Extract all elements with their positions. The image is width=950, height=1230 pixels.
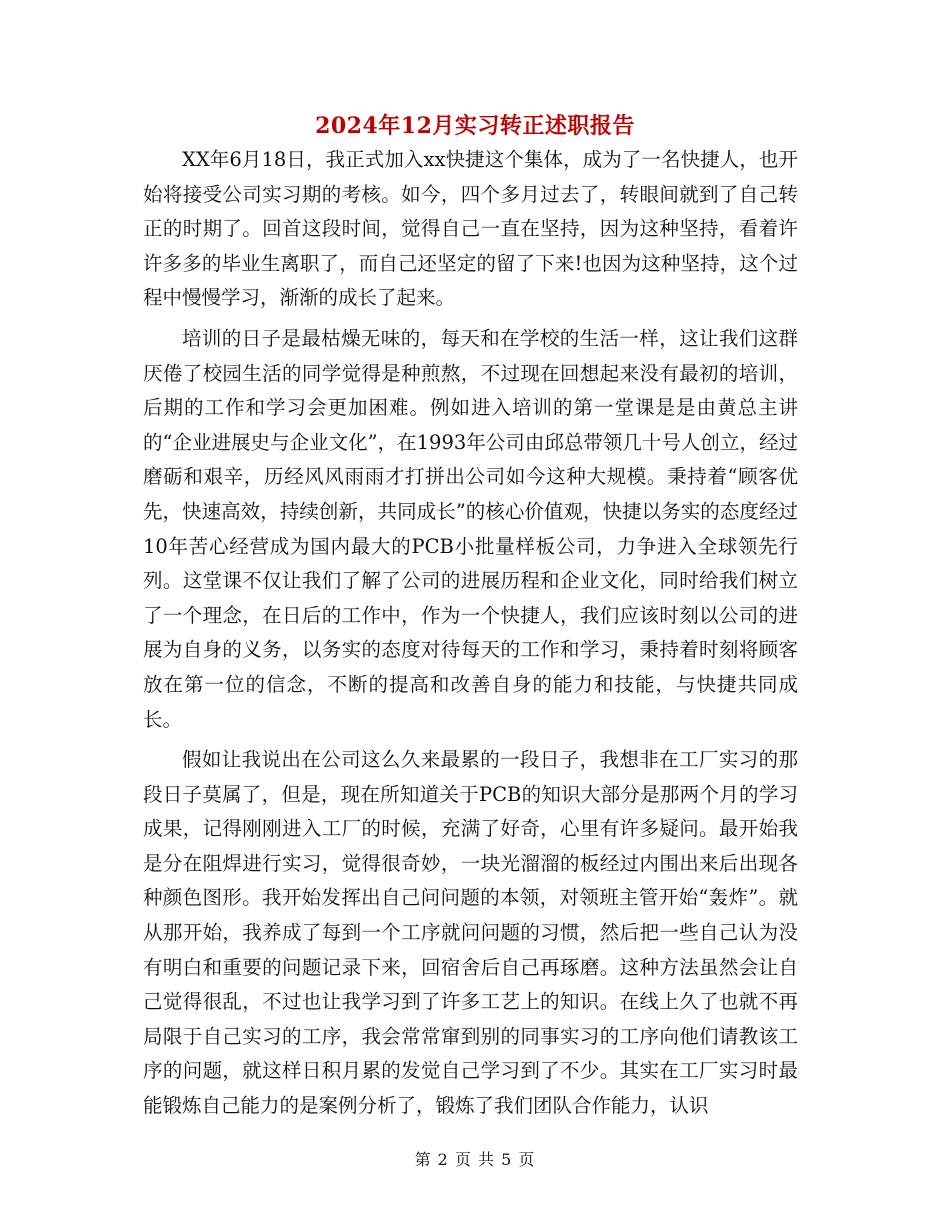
document-body [143, 143, 798, 1124]
paragraph-3: 假如让我说出在公司这么久来最累的一段日子，我想非在工厂实习的那段日子莫属了，但是，现在所知道关于PCB的知识大部分是那两个月的学习成果，记得刚刚进入工厂的时候，充满了好奇，心里有许多疑问。最开始我是分在阻焊进行实习，觉得很奇妙，一块光溜溜的板经过内围出来后出现各种颜色图形。我开始发挥出自己问问题的本领，对领班主管开始“轰炸”。就从那开始，我养成了每到一个工序就问问题的习惯，然后把一些自己认为没有明白和重要的问题记录下来，回宿舍后自己再琢磨。这种方法虽然会让自己觉得很乱，不过也让我学习到了许多工艺上的知识。在线上久了也就不再局限于自己实习的工序，我会常常窜到别的同事实习的工序向他们请教该工序的问题，就这样日积月累的发觉自己学习到了不少。其实在工厂实习时最能锻炼自己能力的是案例分析了，锻炼了我们团队合作能力，认识 [143, 748, 798, 1118]
page-number-footer: 第 2 页 共 5 页 [414, 1150, 536, 1169]
paragraph-1: XX年6月18日，我正式加入xx快捷这个集体，成为了一名快捷人，也开始将接受公司实习期的考核。如今，四个多月过去了，转眼间就到了自己转正的时期了。回首这段时间，觉得自己一直在坚持，因为这种坚持，看着许许多多的毕业生离职了，而自己还坚定的留了下来!也因为这种坚持，这个过程中慢慢学习，渐渐的成长了起来。 [143, 148, 798, 310]
document-title: 2024年12月实习转正述职报告 [315, 113, 635, 139]
paragraph-2: 培训的日子是最枯燥无味的，每天和在学校的生活一样，这让我们这群厌倦了校园生活的同学觉得是种煎熬，不过现在回想起来没有最初的培训，后期的工作和学习会更加困难。例如进入培训的第一堂课是是由黄总主讲的“企业进展史与企业文化”，在1993年公司由邱总带领几十号人创立，经过磨砺和艰辛，历经风风雨雨才打拼出公司如今这种大规模。秉持着“顾客优先，快速高效，持续创新，共同成长”的核心价值观，快捷以务实的态度经过10年苦心经营成为国内最大的PCB小批量样板公司，力争进入全球领先行列。这堂课不仅让我们了解了公司的进展历程和企业文化，同时给我们树立了一个理念，在日后的工作中，作为一个快捷人，我们应该时刻以公司的进展为自身的义务，以务实的态度对待每天的工作和学习，秉持着时刻将顾客放在第一位的信念，不断的提高和改善自身的能力和技能，与快捷共同成长。 [143, 326, 798, 731]
